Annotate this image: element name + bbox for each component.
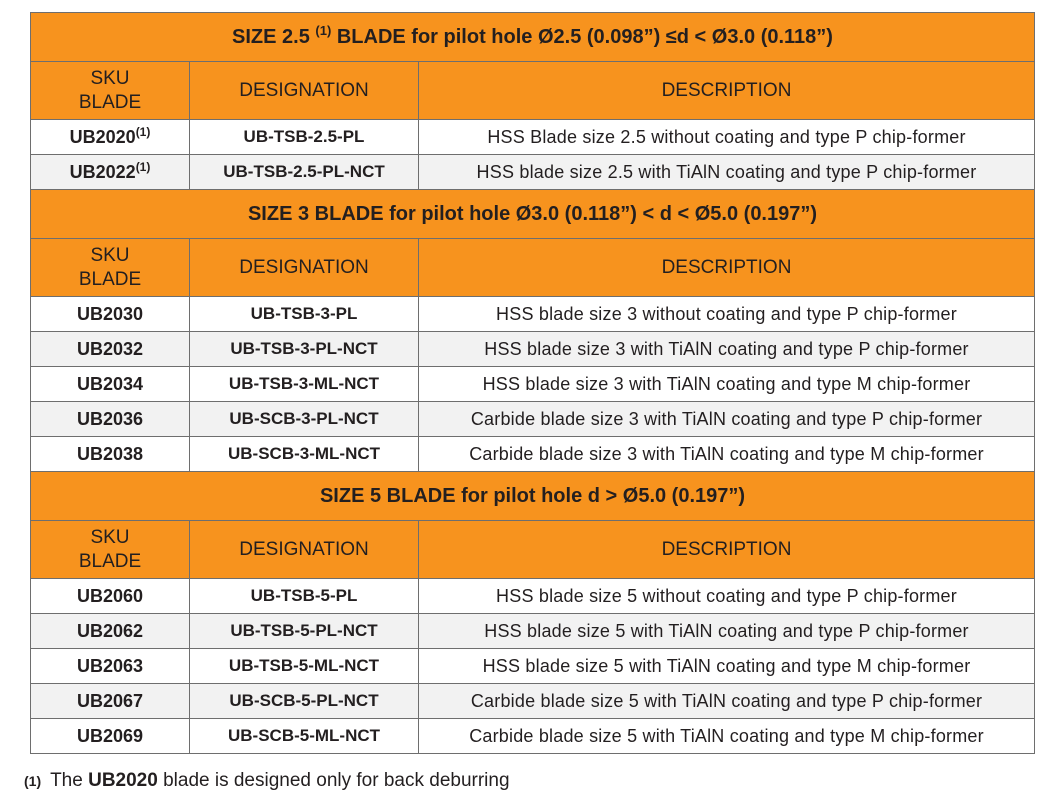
footnote bbox=[24, 770, 510, 792]
sku-value: UB2038 bbox=[76, 443, 144, 464]
sku-value: UB2063 bbox=[76, 655, 144, 676]
table-row bbox=[31, 437, 1035, 472]
sku-cell bbox=[31, 684, 190, 719]
column-header-sku bbox=[31, 521, 190, 579]
column-header-row bbox=[31, 521, 1035, 579]
section-title-text-rest: BLADE for pilot hole Ø2.5 (0.098”) ≤d < Ø3.0 (0.118”) bbox=[336, 25, 833, 48]
table-row bbox=[31, 684, 1035, 719]
sku-value: UB2020 bbox=[69, 126, 136, 147]
section-title bbox=[31, 13, 1035, 62]
column-header-sku-line2: BLADE bbox=[78, 268, 142, 290]
column-header-designation: DESIGNATION bbox=[190, 239, 419, 297]
section-title bbox=[31, 472, 1035, 521]
sku-cell bbox=[31, 155, 190, 190]
sku-cell bbox=[31, 120, 190, 155]
section-title-row bbox=[31, 13, 1035, 62]
sku-cell bbox=[31, 297, 190, 332]
designation-cell: UB-TSB-2.5-PL bbox=[190, 120, 419, 155]
sku-value: UB2034 bbox=[76, 373, 144, 394]
description-cell: HSS blade size 3 with TiAlN coating and type P chip-former bbox=[419, 332, 1035, 367]
description-cell: Carbide blade size 3 with TiAlN coating and type M chip-former bbox=[419, 437, 1035, 472]
table-row bbox=[31, 297, 1035, 332]
sku-cell bbox=[31, 367, 190, 402]
description-cell: HSS blade size 2.5 with TiAlN coating and type P chip-former bbox=[419, 155, 1035, 190]
sku-value: UB2032 bbox=[76, 338, 144, 359]
column-header-row bbox=[31, 239, 1035, 297]
sku-value: UB2060 bbox=[76, 585, 144, 606]
column-header-sku-line2: BLADE bbox=[78, 91, 142, 113]
description-cell: HSS blade size 3 with TiAlN coating and type M chip-former bbox=[419, 367, 1035, 402]
designation-cell: UB-TSB-3-ML-NCT bbox=[190, 367, 419, 402]
footnote-text-post: blade is designed only for back deburring bbox=[163, 770, 510, 791]
footnote-text-pre: The bbox=[50, 770, 83, 791]
table-row bbox=[31, 579, 1035, 614]
column-header-sku-line2: BLADE bbox=[78, 550, 142, 572]
section-title bbox=[31, 190, 1035, 239]
column-header-row bbox=[31, 62, 1035, 120]
section-title-row bbox=[31, 190, 1035, 239]
sku-value: UB2067 bbox=[76, 690, 144, 711]
table-row bbox=[31, 367, 1035, 402]
sku-value: UB2062 bbox=[76, 620, 144, 641]
section-title-text: SIZE 5 BLADE for pilot hole d > Ø5.0 (0.197”) bbox=[319, 484, 746, 507]
sku-footnote-mark: (1) bbox=[135, 124, 151, 139]
designation-cell: UB-SCB-3-PL-NCT bbox=[190, 402, 419, 437]
description-cell: Carbide blade size 5 with TiAlN coating and type P chip-former bbox=[419, 684, 1035, 719]
designation-cell: UB-SCB-3-ML-NCT bbox=[190, 437, 419, 472]
column-header-description: DESCRIPTION bbox=[419, 239, 1035, 297]
designation-cell: UB-TSB-3-PL bbox=[190, 297, 419, 332]
sku-footnote-mark: (1) bbox=[135, 159, 151, 174]
designation-cell: UB-TSB-5-PL bbox=[190, 579, 419, 614]
sku-cell bbox=[31, 719, 190, 754]
sku-cell bbox=[31, 332, 190, 367]
sku-cell bbox=[31, 437, 190, 472]
table-row bbox=[31, 332, 1035, 367]
column-header-description: DESCRIPTION bbox=[419, 62, 1035, 120]
sku-cell bbox=[31, 614, 190, 649]
table-row bbox=[31, 402, 1035, 437]
table-row bbox=[31, 614, 1035, 649]
footnote-sku: UB2020 bbox=[88, 770, 158, 791]
table-row bbox=[31, 719, 1035, 754]
footnote-mark: (1) bbox=[24, 773, 42, 789]
designation-cell: UB-TSB-2.5-PL-NCT bbox=[190, 155, 419, 190]
designation-cell: UB-TSB-5-PL-NCT bbox=[190, 614, 419, 649]
column-header-description: DESCRIPTION bbox=[419, 521, 1035, 579]
section-title-text: SIZE 2.5 bbox=[232, 25, 310, 48]
designation-cell: UB-TSB-3-PL-NCT bbox=[190, 332, 419, 367]
sku-value: UB2069 bbox=[76, 725, 144, 746]
sku-value: UB2030 bbox=[76, 303, 144, 324]
blade-spec-table bbox=[30, 12, 1035, 754]
section-title-text: SIZE 3 BLADE for pilot hole Ø3.0 (0.118”) < d < Ø5.0 (0.197”) bbox=[247, 202, 818, 225]
blade-spec-table-body bbox=[31, 13, 1035, 754]
description-cell: Carbide blade size 5 with TiAlN coating and type M chip-former bbox=[419, 719, 1035, 754]
sku-value: UB2022 bbox=[69, 161, 136, 182]
column-header-sku bbox=[31, 239, 190, 297]
description-cell: HSS blade size 5 with TiAlN coating and type P chip-former bbox=[419, 614, 1035, 649]
description-cell: Carbide blade size 3 with TiAlN coating and type P chip-former bbox=[419, 402, 1035, 437]
description-cell: HSS blade size 5 without coating and type P chip-former bbox=[419, 579, 1035, 614]
designation-cell: UB-SCB-5-PL-NCT bbox=[190, 684, 419, 719]
column-header-sku bbox=[31, 62, 190, 120]
section-title-footnote-mark: (1) bbox=[315, 22, 332, 38]
table-row bbox=[31, 155, 1035, 190]
column-header-sku-line1: SKU bbox=[90, 244, 130, 266]
description-cell: HSS blade size 5 with TiAlN coating and type M chip-former bbox=[419, 649, 1035, 684]
sku-cell bbox=[31, 402, 190, 437]
column-header-sku-line1: SKU bbox=[90, 67, 130, 89]
designation-cell: UB-TSB-5-ML-NCT bbox=[190, 649, 419, 684]
description-cell: HSS blade size 3 without coating and type P chip-former bbox=[419, 297, 1035, 332]
table-row bbox=[31, 649, 1035, 684]
designation-cell: UB-SCB-5-ML-NCT bbox=[190, 719, 419, 754]
section-title-row bbox=[31, 472, 1035, 521]
column-header-designation: DESIGNATION bbox=[190, 521, 419, 579]
column-header-designation: DESIGNATION bbox=[190, 62, 419, 120]
column-header-sku-line1: SKU bbox=[90, 526, 130, 548]
table-row bbox=[31, 120, 1035, 155]
sku-value: UB2036 bbox=[76, 408, 144, 429]
sku-cell bbox=[31, 649, 190, 684]
sku-cell bbox=[31, 579, 190, 614]
description-cell: HSS Blade size 2.5 without coating and type P chip-former bbox=[419, 120, 1035, 155]
